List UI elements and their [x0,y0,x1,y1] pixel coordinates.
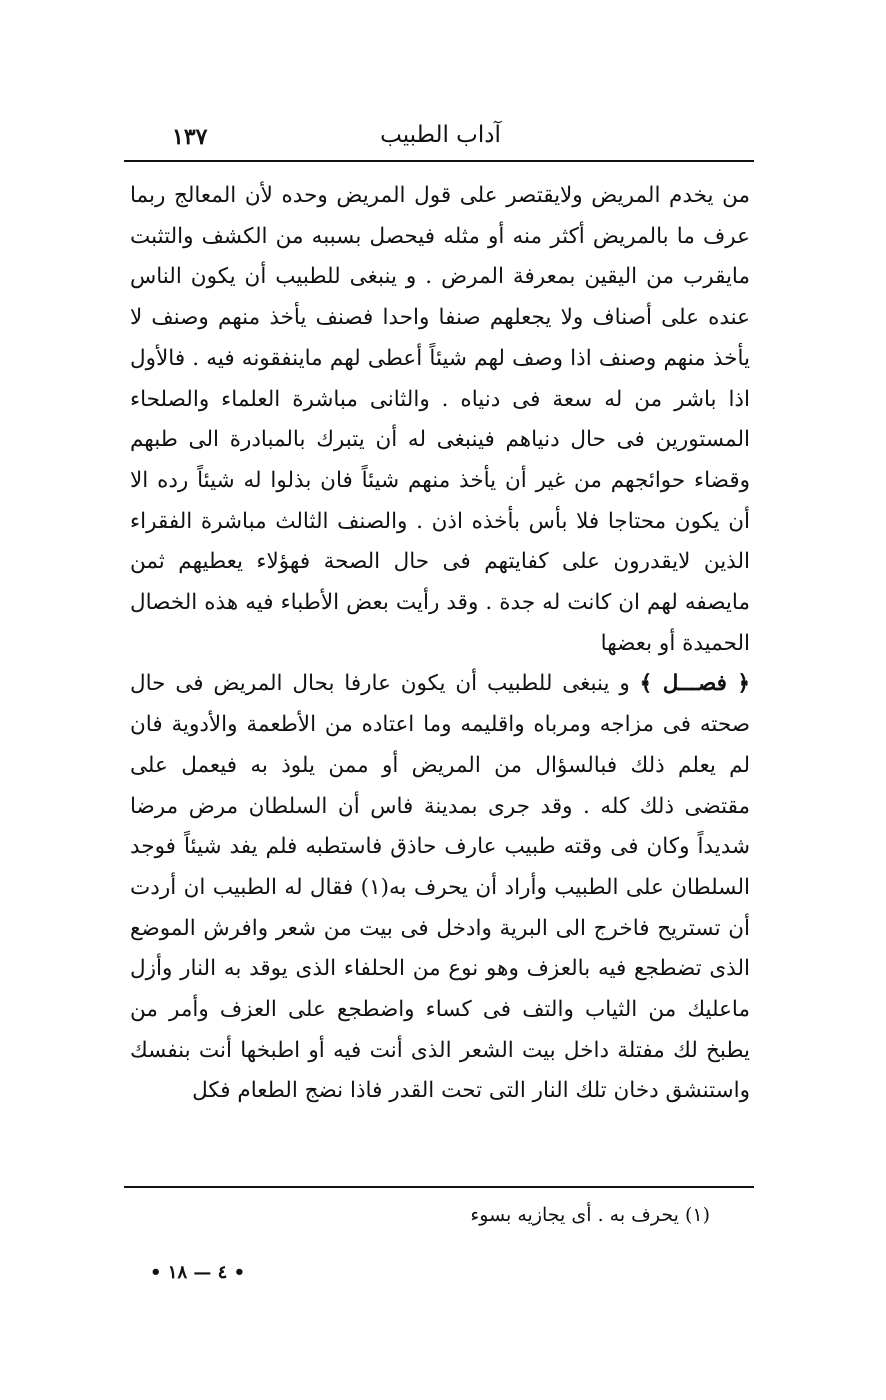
section-heading: ﴿ فصـــل ﴾ [639,671,750,697]
footnote: (١) يحرف به . أى يجازيه بسوء [470,1204,710,1226]
footnote-rule [124,1186,754,1188]
printer-signature: • ٤ — ١٨ • [150,1262,246,1283]
page-number: ١٣٧ [172,124,208,150]
body-text [130,176,750,1112]
running-title: آداب الطبيب [380,122,501,148]
section-paragraph [130,664,750,1112]
header-rule [124,160,754,162]
paragraph: من يخدم المريض ولايقتصر على قول المريض وحده لأن المعالج ربما عرف ما بالمريض أكثر منه أو مثله فيحصل بسببه من الكشف والتثبت مايقرب من اليقين بمعرفة المرض . و ينبغى للطبيب أن يكون الناس عنده على أصناف ولا يجعلهم صنفا واحدا فصنف يأخذ منهم وصنف لا يأخذ منهم وصنف اذا وصف لهم شيئاً أعطى لهم ماينفقونه فيه . فالأول اذا باشر من له سعة فى دنياه . والثانى مباشرة العلماء والصلحاء المستورين فى حال دنياهم فينبغى له أن يتبرك بالمبادرة الى طبهم وقضاء حوائجهم من غير أن يأخذ منهم شيئاً فان بذلوا له شيئاً رده الا أن يكون محتاجا فلا بأس بأخذه اذن . والصنف الثالث مباشرة الفقراء الذين لايقدرون على كفايتهم فى حال الصحة فهؤلاء يعطيهم ثمن مايصفه لهم ان كانت له جدة . وقد رأيت بعض الأطباء فيه هذه الخصال الحميدة أو بعضها [130,183,750,656]
paragraph: و ينبغى للطبيب أن يكون عارفا بحال المريض فى حال صحته فى مزاجه ومرباه واقليمه وما اعتاده من الأطعمة والأدوية فان لم يعلم ذلك فبالسؤال من المريض أو ممن يلوذ به فيعمل على مقتضى ذلك كله . وقد جرى بمدينة فاس أن السلطان مرض مرضا شديداً وكان فى وقته طبيب عارف حاذق فاستطبه فلم يفد شيئاً فوجد السلطان على الطبيب وأراد أن يحرف به(١) فقال له الطبيب ان أردت أن تستريح فاخرج الى البرية وادخل فى بيت من شعر وافرش الموضع الذى تضطجع فيه بالعزف وهو نوع من الحلفاء الذى يوقد به النار وأزل ماعليك من الثياب والتف فى كساء واضطجع على العزف وأمر من يطبخ لك مفتلة داخل بيت الشعر الذى أنت فيه أو اطبخها أنت بنفسك واستنشق دخان تلك النار التى تحت القدر فاذا نضج الطعام فكل [130,671,750,1104]
page-header [128,118,753,162]
